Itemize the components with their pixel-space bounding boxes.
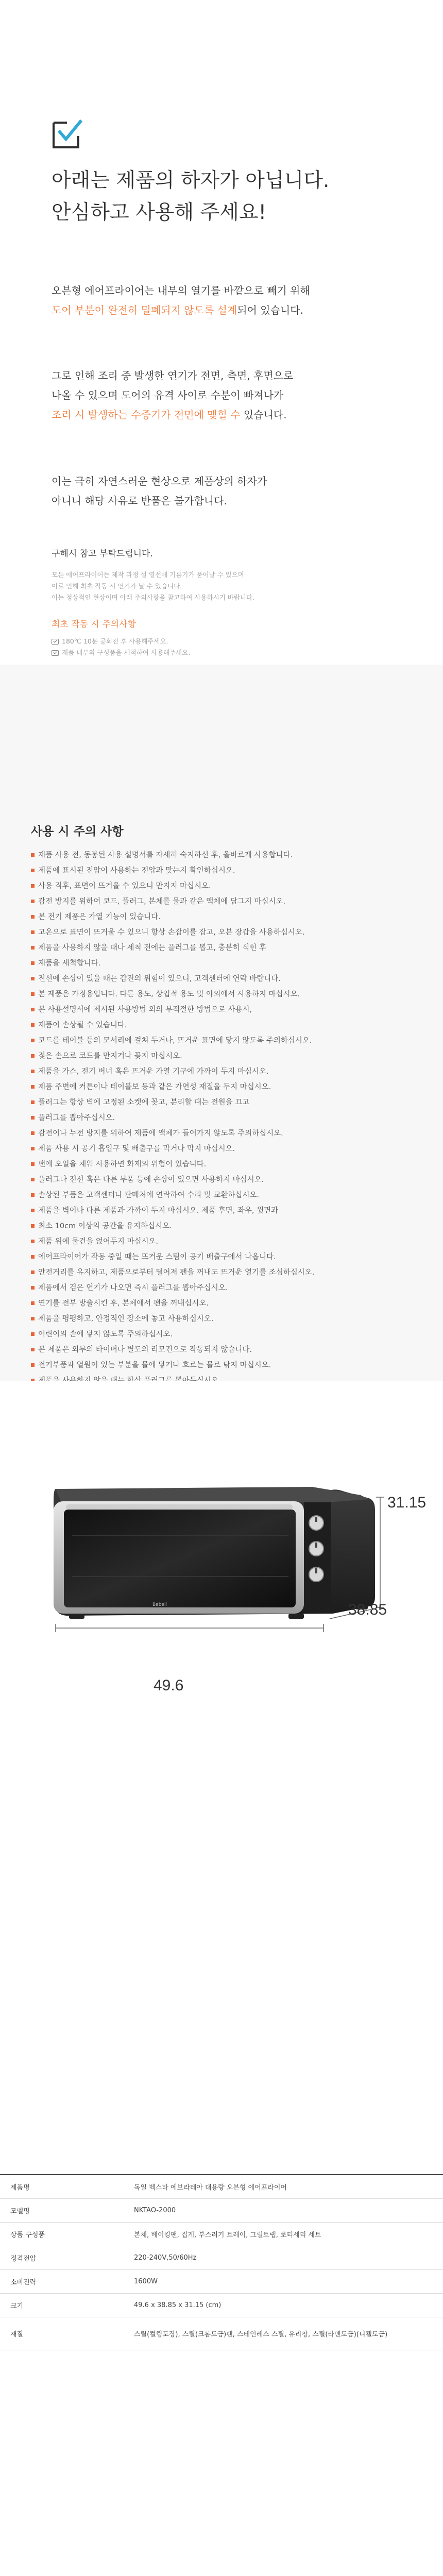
caution-item: 에어프라이어가 작동 중일 때는 뜨거운 스팀이 공기 배출구에서 나옵니다. xyxy=(31,1249,422,1265)
notice-title xyxy=(52,165,412,229)
spec-key: 소비전력 xyxy=(0,2269,98,2293)
oven-brand-logo: Babell xyxy=(152,1602,167,1607)
tips-box xyxy=(52,546,402,658)
caution-item: 제품을 평평하고, 안정적인 장소에 놓고 사용하십시오. xyxy=(31,1311,422,1327)
p1-text-a: 오븐형 에어프라이어는 내부의 열기를 바깥으로 빼기 위해 xyxy=(52,284,310,297)
spec-row xyxy=(0,2269,443,2293)
first-use-text-2: 제품 내부의 구성품을 세척하여 사용해주세요. xyxy=(62,649,191,656)
checkbox-check-icon xyxy=(52,118,82,149)
caution-item: 제품을 세척합니다. xyxy=(31,956,422,971)
checkbox-icon xyxy=(52,639,59,645)
tips-body-line1: 모든 에어프라이어는 제작 과정 설 열선에 기름기가 묻어날 수 있으며 xyxy=(52,571,244,579)
spec-table-body xyxy=(0,2175,443,2350)
first-use-item-2 xyxy=(52,647,402,658)
notice-paragraph-2 xyxy=(52,366,402,425)
oven-body xyxy=(54,1487,375,1619)
caution-item: 플러그를 뽑아주십시오. xyxy=(31,1110,422,1126)
p2-text-b: 나올 수 있으며 도어의 유격 사이로 수분이 빠져나가 xyxy=(52,389,284,401)
spec-key: 재질 xyxy=(0,2317,98,2350)
caution-item: 제품이 손상될 수 있습니다. xyxy=(31,1018,422,1033)
caution-item: 전기부품과 열원이 있는 부분을 물에 닿거나 흐르는 물로 닦지 마십시오. xyxy=(31,1358,422,1373)
caution-item: 제품 위에 물건을 얹어두지 마십시오. xyxy=(31,1234,422,1249)
spec-key: 제품명 xyxy=(0,2175,98,2198)
spec-row xyxy=(0,2222,443,2246)
caution-item: 제품 주변에 커튼이나 테이블보 등과 같은 가연성 재질을 두지 마십시오. xyxy=(31,1079,422,1095)
caution-item: 제품을 벽이나 다른 제품과 가까이 두지 마십시오. 제품 후면, 좌우, 윗면과 xyxy=(31,1203,422,1218)
tips-body-line3: 이는 정상적인 현상이며 아래 주의사항을 참고하여 사용하시기 바랍니다. xyxy=(52,594,255,601)
caution-item: 제품에서 검은 연기가 나오면 즉시 플러그를 뽑아주십시오. xyxy=(31,1280,422,1296)
caution-item: 사용 직후, 표면이 뜨거울 수 있으니 만지지 마십시오. xyxy=(31,878,422,894)
spec-section xyxy=(0,2174,443,2576)
spec-row xyxy=(0,2175,443,2198)
product-image-section xyxy=(0,1381,443,2174)
notice-title-line2: 안심하고 사용해 주세요! xyxy=(52,201,267,224)
p1-text-c: 되어 있습니다. xyxy=(237,304,303,316)
caution-item: 최소 10cm 이상의 공간을 유지하십시오. xyxy=(31,1218,422,1234)
spec-key: 정격전압 xyxy=(0,2246,98,2269)
p3-text-a: 이는 극히 자연스러운 현상으로 제품상의 하자가 xyxy=(52,475,267,487)
caution-item: 제품 사용 전, 동봉된 사용 설명서를 자세히 숙지하신 후, 올바르게 사용합니다. xyxy=(31,848,422,863)
caution-item: 전선에 손상이 있을 때는 감전의 위험이 있으니, 고객센터에 연락 바랍니다. xyxy=(31,971,422,987)
notice-paragraph-3 xyxy=(52,471,402,511)
caution-item: 감전 방지를 위하여 코드, 플러그, 본체를 물과 같은 액체에 담그지 마십시오. xyxy=(31,894,422,909)
oven-illustration xyxy=(0,1381,443,2174)
caution-item: 코드를 테이블 등의 모서리에 걸쳐 두거나, 뜨거운 표면에 닿지 않도록 주의하십시오. xyxy=(31,1033,422,1048)
p3-text-b: 아니니 해당 사유로 반품은 불가합니다. xyxy=(52,495,227,507)
spec-key: 모델명 xyxy=(0,2198,98,2222)
caution-item: 어린이의 손에 닿지 않도록 주의하십시오. xyxy=(31,1327,422,1342)
notice-section xyxy=(0,0,443,665)
caution-item: 본 사용설명서에 제시된 사용방법 외의 부적절한 방법으로 사용시, xyxy=(31,1002,422,1018)
caution-item: 젖은 손으로 코드를 만지거나 꽂지 마십시오. xyxy=(31,1048,422,1064)
spec-row xyxy=(0,2293,443,2317)
caution-item: 팬에 오일을 채워 사용하면 화재의 위험이 있습니다. xyxy=(31,1157,422,1172)
caution-item: 본 제품은 외부의 타이머나 별도의 리모컨으로 작동되지 않습니다. xyxy=(31,1342,422,1358)
caution-item: 감전이나 누전 방지를 위하여 제품에 액체가 들어가지 않도록 주의하십시오. xyxy=(31,1126,422,1141)
caution-item: 본 전기 제품은 가열 기능이 있습니다. xyxy=(31,909,422,925)
caution-item: 제품을 사용하지 않을 때나 세척 전에는 플러그를 뽑고, 충분히 식힌 후 xyxy=(31,940,422,956)
p1-highlight: 도어 부분이 완전히 밀폐되지 않도록 설계 xyxy=(52,304,237,316)
tips-body xyxy=(52,569,402,603)
spec-value: 스틸(컬링도장), 스틸(크롬도금)팬, 스테인레스 스틸, 유리창, 스틸(라멘도금)(니켈도금) xyxy=(98,2317,443,2350)
spec-value: 49.6 x 38.85 x 31.15 (cm) xyxy=(98,2293,443,2317)
checkbox-icon xyxy=(52,650,59,656)
dimension-depth: 38.85 xyxy=(348,1601,387,1618)
first-use-item-1 xyxy=(52,636,402,647)
spec-row xyxy=(0,2246,443,2269)
caution-item: 제품 사용 시 공기 흡입구 및 배출구를 막거나 막지 마십시오. xyxy=(31,1141,422,1157)
spec-row xyxy=(0,2198,443,2222)
p2-text-d: 있습니다. xyxy=(240,409,287,421)
first-use-title: 최초 작동 시 주의사항 xyxy=(52,619,137,630)
spec-value: 본체, 베이킹팬, 집게, 부스러기 트레이, 그릴트랩, 로티세리 세트 xyxy=(98,2222,443,2246)
spec-value: NKTAO-2000 xyxy=(98,2198,443,2222)
spec-row xyxy=(0,2317,443,2350)
caution-item: 고온으로 표면이 뜨거울 수 있으니 항상 손잡이를 잡고, 오븐 장갑을 사용하십시오. xyxy=(31,925,422,940)
tips-body-line2: 이로 인해 최초 작동 시 연기가 날 수 있습니다. xyxy=(52,582,182,590)
spec-key: 상품 구성품 xyxy=(0,2222,98,2246)
caution-item: 제품을 가스, 전기 버너 혹은 뜨거운 가열 기구에 가까이 두지 마십시오. xyxy=(31,1064,422,1079)
caution-item: 제품에 표시된 전압이 사용하는 전압과 맞는지 확인하십시오. xyxy=(31,863,422,878)
notice-title-line1: 아래는 제품의 하자가 아닙니다. xyxy=(52,169,330,192)
dimension-width: 49.6 xyxy=(154,1677,184,1694)
first-use-text-1: 180℃ 10분 공회전 후 사용해주세요. xyxy=(62,637,168,645)
notice-paragraph-1 xyxy=(52,281,402,320)
spec-table xyxy=(0,2174,443,2350)
caution-list xyxy=(31,848,422,1466)
spec-value: 1600W xyxy=(98,2269,443,2293)
caution-item: 플러그는 항상 벽에 고정된 소켓에 꽂고, 분리할 때는 전원을 끄고 xyxy=(31,1095,422,1110)
caution-item: 플러그나 전선 혹은 다른 부품 등에 손상이 있으면 사용하지 마십시오. xyxy=(31,1172,422,1188)
spec-value: 220-240V,50/60Hz xyxy=(98,2246,443,2269)
caution-item: 본 제품은 가정용입니다. 다른 용도, 상업적 용도 및 야외에서 사용하지 마십시오. xyxy=(31,987,422,1002)
spec-value: 독일 벡스타 에브라테아 대용량 오븐형 에어프라이어 xyxy=(98,2175,443,2198)
cautions-title: 사용 시 주의 사항 xyxy=(31,825,124,838)
spec-key: 크기 xyxy=(0,2293,98,2317)
dimension-height: 31.15 xyxy=(387,1494,427,1511)
caution-item: 안전거리를 유지하고, 제품으로부터 떨어져 팬을 꺼내도 뜨거운 열기를 조심하십시오. xyxy=(31,1265,422,1280)
cautions-section xyxy=(0,665,443,1381)
caution-item: 연기를 전부 방출시킨 후, 본체에서 팬을 꺼내십시오. xyxy=(31,1296,422,1311)
caution-item: 손상된 부품은 고객센터나 판매처에 연락하여 수리 및 교환하십시오. xyxy=(31,1188,422,1203)
p2-text-a: 그로 인해 조리 중 발생한 연기가 전면, 측면, 후면으로 xyxy=(52,369,294,382)
tips-title: 구해시 참고 부탁드립니다. xyxy=(52,549,153,559)
p2-highlight: 조리 시 발생하는 수증기가 전면에 맺힐 수 xyxy=(52,409,241,421)
